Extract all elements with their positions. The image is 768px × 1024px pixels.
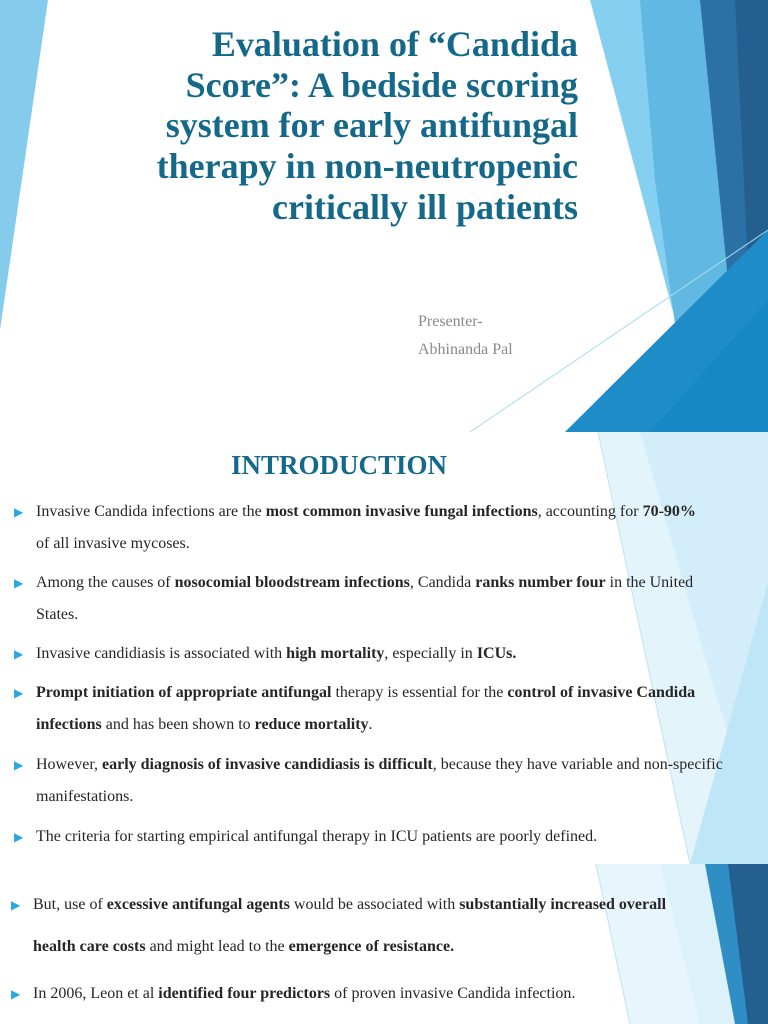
continuation-slide <box>0 864 768 1024</box>
bullet-item: ▶ Invasive candidiasis is associated with high mortality, especially in ICUs. <box>36 638 716 670</box>
slide-title: Evaluation of “Candida Score”: A bedside scoring system for early antifungal therapy in non-neutropenic critically ill patients <box>156 24 578 227</box>
bullet-item: ▶ However, early diagnosis of invasive candidiasis is difficult, because they have variable and non-specific manifestations. <box>36 749 746 813</box>
bullet-item: ▶ But, use of excessive antifungal agents would be associated with substantially increased overall health care costs and might lead to the emergence of resistance. <box>33 884 683 968</box>
bullet-item: ▶ The criteria for starting empirical antifungal therapy in ICU patients are poorly defined. <box>36 821 746 853</box>
introduction-slide <box>0 432 768 864</box>
bullet-item: ▶ In 2006, Leon et al identified four predictors of proven invasive Candida infection. <box>33 978 733 1010</box>
arrow-bullet-icon: ▶ <box>14 505 24 519</box>
arrow-bullet-icon: ▶ <box>11 987 21 1001</box>
bullet-item: ▶ Prompt initiation of appropriate antifungal therapy is essential for the control of invasive Candida infections and has been shown to reduce mortality. <box>36 677 706 741</box>
title-slide <box>0 0 768 432</box>
arrow-bullet-icon: ▶ <box>14 758 24 772</box>
presenter-block <box>418 308 513 364</box>
presenter-label: Presenter- <box>418 313 483 330</box>
left-accent-shape <box>0 0 48 330</box>
arrow-bullet-icon: ▶ <box>14 830 24 844</box>
bullet-item: ▶ Among the causes of nosocomial bloodstream infections, Candida ranks number four in the United States. <box>36 567 716 631</box>
introduction-bullets <box>0 432 768 864</box>
arrow-bullet-icon: ▶ <box>11 898 21 912</box>
arrow-bullet-icon: ▶ <box>14 647 24 661</box>
continuation-bullets <box>0 864 768 1024</box>
introduction-title: INTRODUCTION <box>230 450 448 480</box>
arrow-bullet-icon: ▶ <box>14 576 24 590</box>
presenter-name: Abhinanda Pal <box>418 341 513 358</box>
bullet-item: ▶ Invasive Candida infections are the most common invasive fungal infections, accounting for 70-90% of all invasive mycoses. <box>36 496 706 560</box>
arrow-bullet-icon: ▶ <box>14 686 24 700</box>
